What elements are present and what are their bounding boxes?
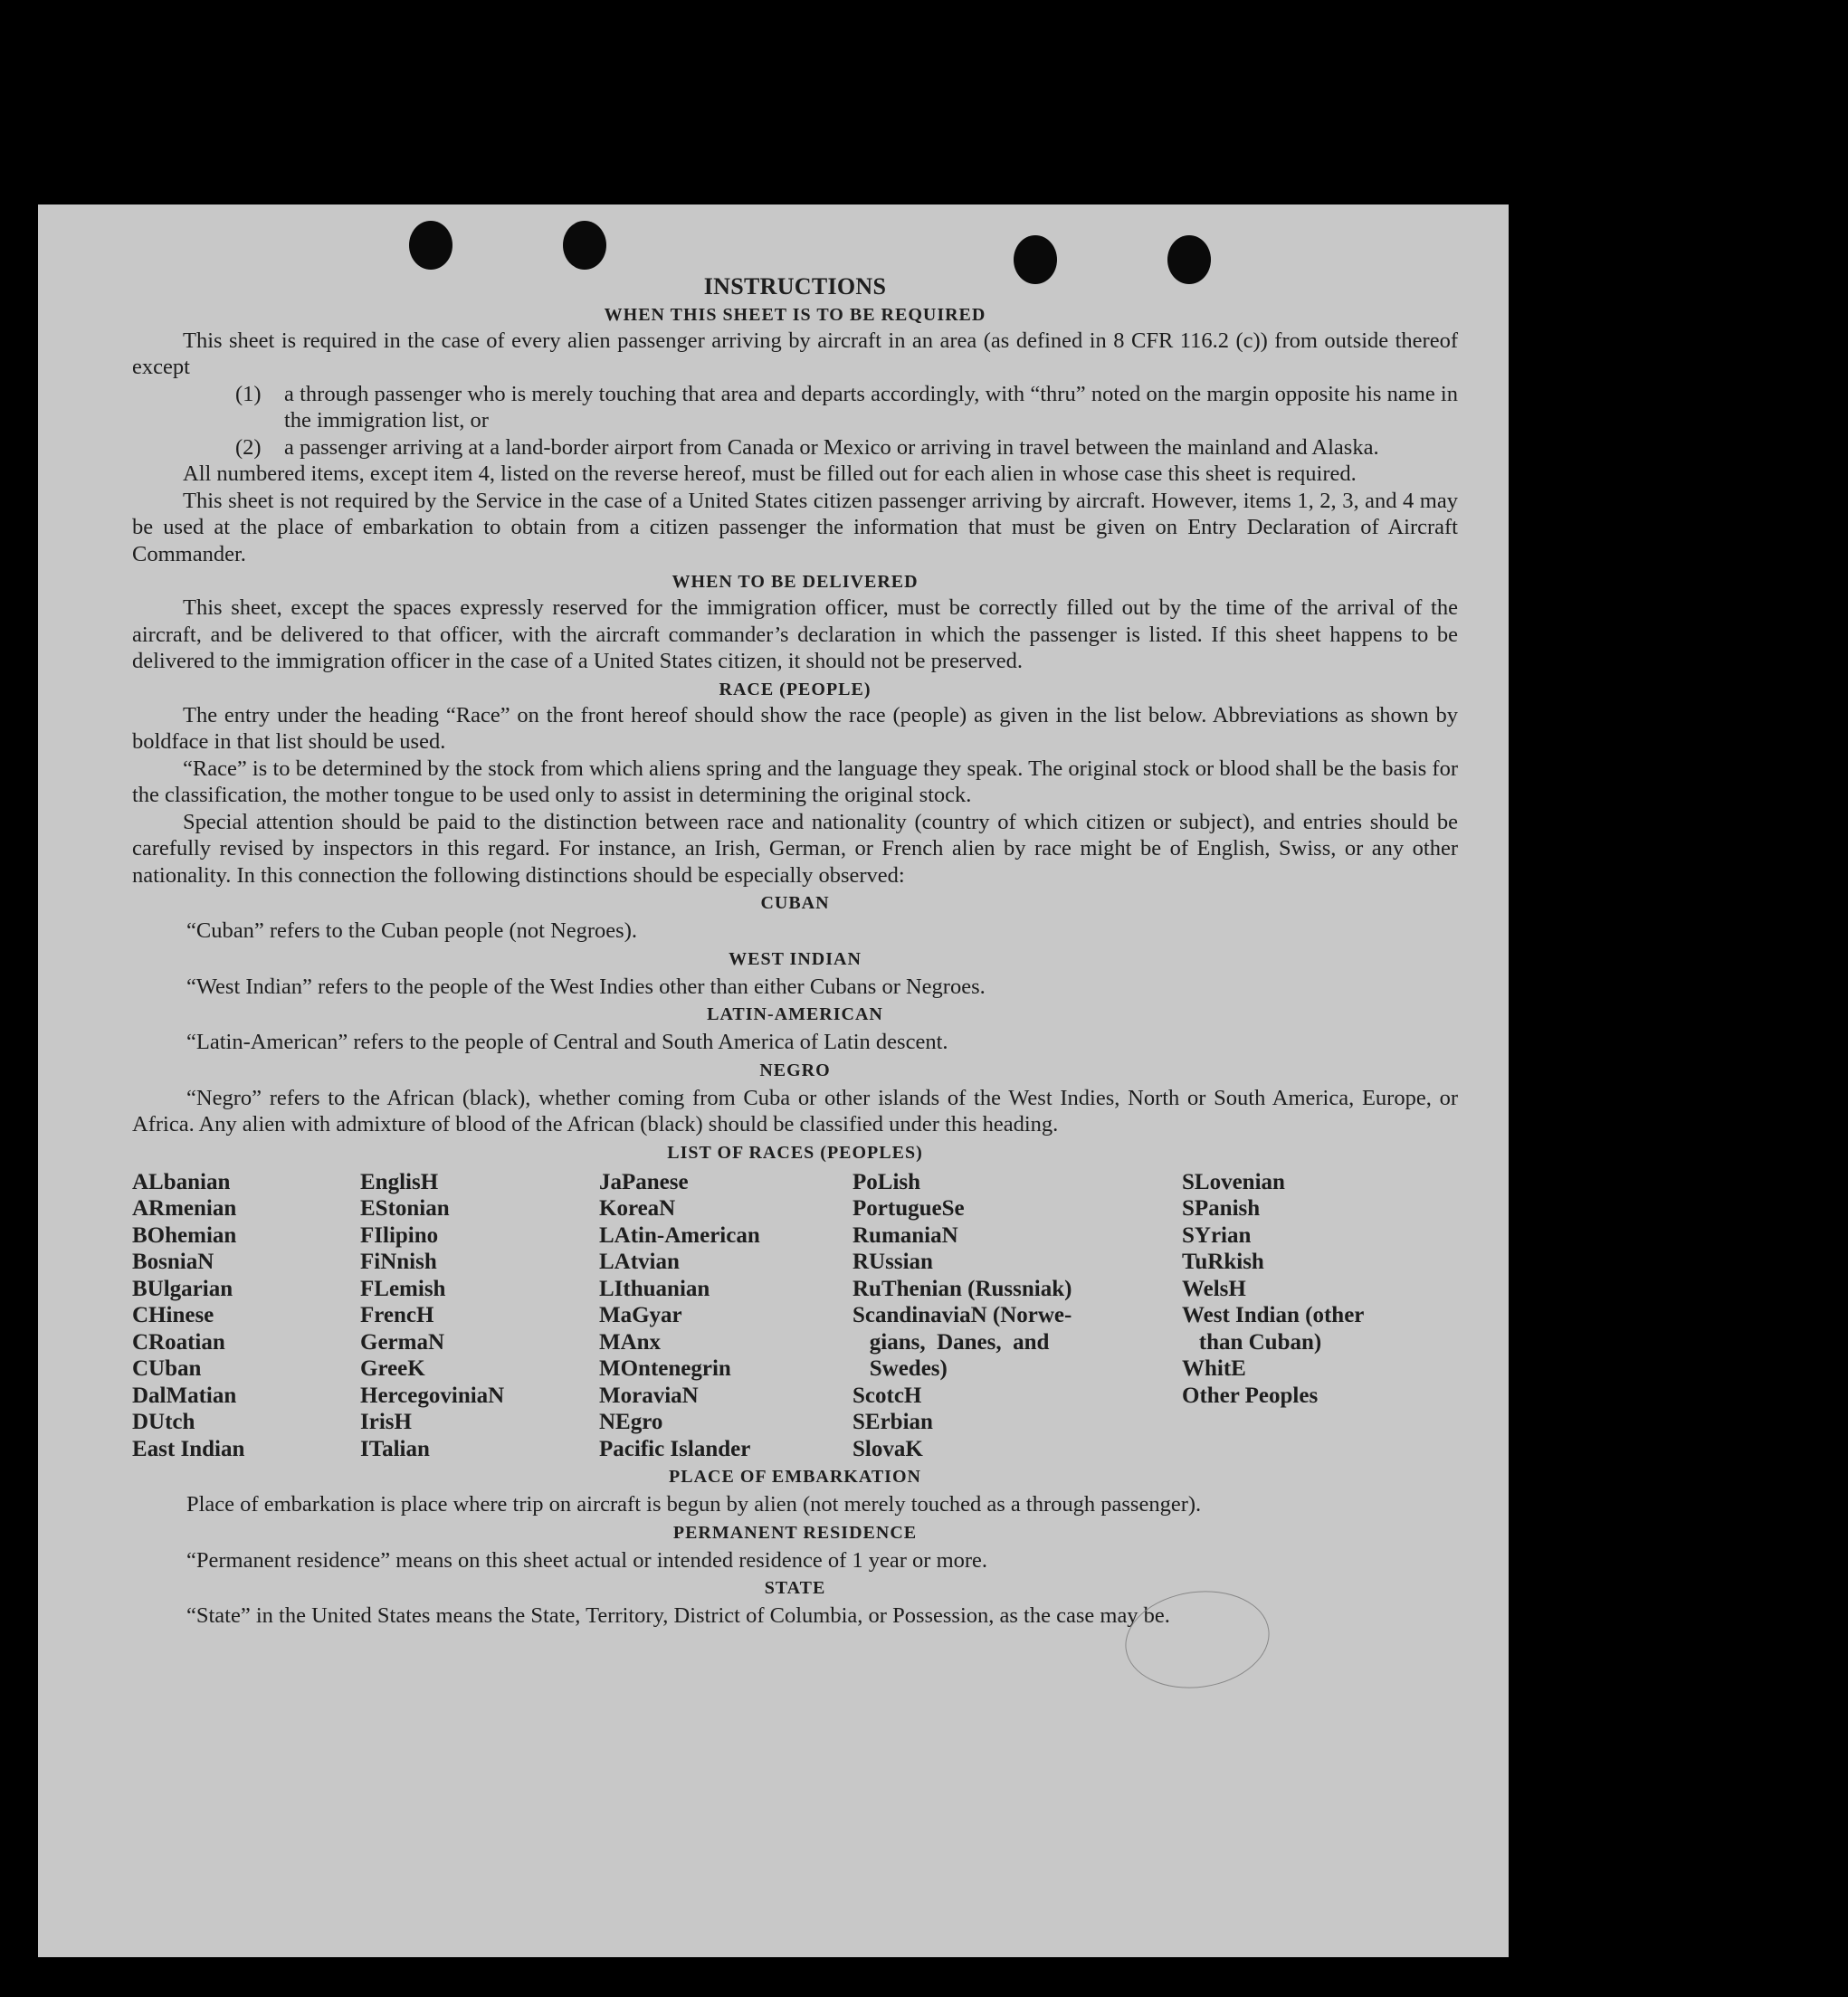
- races-list: [132, 1169, 1458, 1463]
- race-entry: FiNnish: [360, 1250, 437, 1274]
- race-entry: LIthuanian: [599, 1276, 710, 1301]
- races-column: [853, 1169, 1182, 1463]
- race-entry: Pacific Islander: [599, 1436, 751, 1461]
- race-entry: Swedes): [853, 1356, 948, 1381]
- race-entry: SPanish: [1182, 1196, 1261, 1221]
- race-entry: SlovaK: [853, 1436, 923, 1461]
- race-entry: GreeK: [360, 1356, 425, 1381]
- race-entry: WelsH: [1182, 1276, 1246, 1301]
- race-entry: IrisH: [360, 1410, 412, 1434]
- race-entry: EnglisH: [360, 1169, 439, 1194]
- instructions-content: [132, 273, 1458, 1630]
- section-heading: RACE (PEOPLE): [719, 679, 872, 699]
- race-entry: FIlipino: [360, 1222, 439, 1248]
- definition: “Latin-American” refers to the people of Central and South America of Latin descent.: [186, 1030, 948, 1054]
- list-item: [235, 381, 1458, 434]
- race-entry: CUban: [132, 1356, 202, 1381]
- race-entry: ScandinaviaN (Norwe-: [853, 1303, 1072, 1327]
- race-entry: DUtch: [132, 1410, 195, 1434]
- race-entry: NEgro: [599, 1410, 663, 1434]
- race-entry: SErbian: [853, 1410, 933, 1434]
- race-entry: gians, Danes, and: [853, 1329, 1050, 1355]
- race-entry: JaPanese: [599, 1169, 689, 1194]
- race-entry: MaGyar: [599, 1303, 682, 1327]
- race-entry: SLovenian: [1182, 1169, 1285, 1194]
- race-entry: RUssian: [853, 1250, 933, 1274]
- races-column: [132, 1169, 360, 1463]
- paragraph: This sheet is required in the case of every alien passenger arriving by aircraft in an area (as defined in 8 CFR 116.2 (c)) from outside thereof except: [132, 328, 1458, 379]
- race-entry: SYrian: [1182, 1222, 1252, 1248]
- definition: “Cuban” refers to the Cuban people (not Negroes).: [186, 918, 637, 943]
- race-entry: HercegoviniaN: [360, 1383, 505, 1408]
- race-entry: TuRkish: [1182, 1250, 1264, 1274]
- race-entry: MoraviaN: [599, 1383, 699, 1408]
- races-column: [599, 1169, 853, 1463]
- race-entry: West Indian (other: [1182, 1303, 1365, 1327]
- section-heading: CUBAN: [760, 893, 830, 913]
- race-entry: ARmenian: [132, 1196, 237, 1221]
- race-entry: BUlgarian: [132, 1276, 233, 1301]
- list-item: [235, 434, 1458, 461]
- item-text: a through passenger who is merely touching that area and departs accordingly, with “thru” noted on the margin opposite his name in the immigration list, or: [284, 381, 1458, 433]
- definition: “State” in the United States means the State, Territory, District of Columbia, or Possession, as the case may be.: [186, 1603, 1170, 1628]
- race-entry: EStonian: [360, 1196, 450, 1221]
- page-title: INSTRUCTIONS: [703, 273, 887, 300]
- definition: “Permanent residence” means on this sheet actual or intended residence of 1 year or more.: [186, 1547, 988, 1573]
- race-entry: ScotcH: [853, 1383, 922, 1408]
- races-column: [1182, 1169, 1458, 1463]
- race-entry: DalMatian: [132, 1383, 237, 1408]
- section-heading: STATE: [764, 1578, 826, 1598]
- item-number: (2): [235, 434, 262, 460]
- section-heading: LATIN-AMERICAN: [707, 1004, 883, 1024]
- item-text: a passenger arriving at a land-border airport from Canada or Mexico or arriving in travel between the mainland and Alaska.: [284, 434, 1379, 460]
- race-entry: ALbanian: [132, 1169, 231, 1194]
- section-heading: PLACE OF EMBARKATION: [669, 1467, 921, 1487]
- section-heading: WEST INDIAN: [729, 948, 862, 969]
- definition: Place of embarkation is place where trip on aircraft is begun by alien (not merely touched as a through passenger).: [186, 1492, 1202, 1517]
- paragraph: This sheet, except the spaces expressly reserved for the immigration officer, must be correctly filled out by the time of the arrival of the aircraft, and be delivered to that officer, with the aircraft commander’s declaration in which the passenger is listed. If this sheet happens to be delivered to the immigration officer in the case of a United States citizen, it should not be preserved.: [132, 595, 1458, 673]
- punch-hole: [563, 221, 606, 270]
- race-entry: ITalian: [360, 1436, 430, 1461]
- race-entry: GermaN: [360, 1329, 445, 1355]
- item-number: (1): [235, 381, 262, 406]
- race-entry: PortugueSe: [853, 1196, 965, 1221]
- section-heading: NEGRO: [759, 1060, 831, 1080]
- section-heading: PERMANENT RESIDENCE: [672, 1522, 918, 1543]
- race-entry: FrencH: [360, 1303, 434, 1327]
- race-entry: LAtvian: [599, 1250, 680, 1274]
- race-entry: CHinese: [132, 1303, 214, 1327]
- definition: “West Indian” refers to the people of the West Indies other than either Cubans or Negroes.: [186, 974, 986, 999]
- definition: “Negro” refers to the African (black), whether coming from Cuba or other islands of the West Indies, North or South America, Europe, or Africa. Any alien with admixture of blood of the African (black) should be classified under this heading.: [132, 1085, 1458, 1136]
- race-entry: LAtin-American: [599, 1222, 760, 1248]
- paragraph: The entry under the heading “Race” on the front hereof should show the race (people) as given in the list below. Abbreviations as shown by boldface in that list should be used.: [132, 702, 1458, 754]
- paragraph: Special attention should be paid to the distinction between race and nationality (country of which citizen or subject), and entries should be carefully revised by inspectors in this regard. For instance, an Irish, German, or French alien by race might be of English, Swiss, or any other nationality. In this connection the following distinctions should be especially observed:: [132, 809, 1458, 888]
- race-entry: CRoatian: [132, 1329, 225, 1355]
- paragraph: This sheet is not required by the Service in the case of a United States citizen passenger arriving by aircraft. However, items 1, 2, 3, and 4 may be used at the place of embarkation to obtain from a citizen passenger the information that must be given on Entry Declaration of Aircraft Commander.: [132, 488, 1458, 566]
- race-entry: BOhemian: [132, 1222, 237, 1248]
- section-heading: WHEN THIS SHEET IS TO BE REQUIRED: [604, 304, 986, 325]
- race-entry: RumaniaN: [853, 1222, 958, 1248]
- race-entry: MOntenegrin: [599, 1356, 731, 1381]
- race-entry: MAnx: [599, 1329, 662, 1355]
- race-entry: KoreaN: [599, 1196, 676, 1221]
- race-entry: East Indian: [132, 1436, 245, 1461]
- race-entry: RuThenian (Russniak): [853, 1276, 1072, 1301]
- paragraph: “Race” is to be determined by the stock from which aliens spring and the language they speak. The original stock or blood shall be the basis for the classification, the mother tongue to be used only to assist in determining the original stock.: [132, 756, 1458, 807]
- paragraph: All numbered items, except item 4, listed on the reverse hereof, must be filled out for each alien in whose case this sheet is required.: [183, 461, 1357, 486]
- race-entry: Other Peoples: [1182, 1383, 1319, 1408]
- races-column: [360, 1169, 599, 1463]
- race-entry: WhitE: [1182, 1356, 1246, 1381]
- race-entry: BosniaN: [132, 1250, 214, 1274]
- race-entry: FLemish: [360, 1276, 446, 1301]
- section-heading: WHEN TO BE DELIVERED: [672, 572, 919, 592]
- race-entry: than Cuban): [1182, 1329, 1322, 1355]
- punch-hole: [409, 221, 452, 270]
- section-heading: LIST OF RACES (PEOPLES): [667, 1142, 923, 1163]
- document-sheet: [38, 204, 1509, 1957]
- race-entry: PoLish: [853, 1169, 921, 1194]
